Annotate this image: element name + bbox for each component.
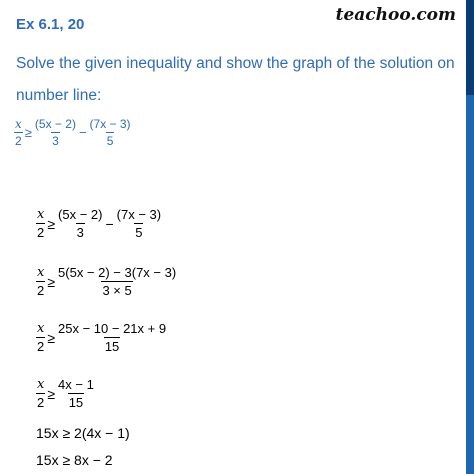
relation-symbol: ≥ xyxy=(47,215,56,232)
numerator: x xyxy=(15,117,22,131)
numerator: (5x − 2) xyxy=(34,117,76,131)
numerator: (5x − 2) xyxy=(58,207,103,222)
denominator: 2 xyxy=(15,134,22,148)
fraction-term-1 xyxy=(57,206,103,241)
numerator: x xyxy=(37,265,45,280)
numerator: x xyxy=(37,377,45,392)
vertical-scrollbar[interactable] xyxy=(466,0,474,474)
numerator: (7x − 3) xyxy=(116,207,162,222)
fraction-x-over-2 xyxy=(14,116,23,149)
scrollbar-thumb[interactable] xyxy=(466,0,474,95)
relation-symbol: ≥ xyxy=(47,385,56,402)
fraction-x-over-2 xyxy=(36,264,45,299)
simplified-fraction xyxy=(57,376,95,411)
fraction-term-2 xyxy=(116,206,162,241)
brand-logo: teachoo.com xyxy=(335,5,456,25)
denominator: 2 xyxy=(37,395,45,410)
header xyxy=(0,0,474,36)
denominator: 5 xyxy=(135,225,143,240)
relation-symbol: ≥ xyxy=(24,125,32,140)
question-text: Solve the given inequality and show the graph of the solution on number line: xyxy=(16,55,455,104)
denominator: 3 xyxy=(76,225,84,240)
denominator: 15 xyxy=(68,395,84,410)
denominator: 15 xyxy=(104,339,120,354)
combined-fraction xyxy=(57,264,177,299)
denominator: 5 xyxy=(106,134,114,148)
solution-step-6: 15x ≥ 8x − 2 xyxy=(36,452,113,468)
fraction-x-over-2 xyxy=(36,376,45,411)
solution-step-1 xyxy=(36,206,162,241)
solution-step-3 xyxy=(36,320,167,355)
minus-symbol: − xyxy=(105,215,114,232)
fraction-x-over-2 xyxy=(36,206,45,241)
numerator: x xyxy=(37,321,45,336)
relation-symbol: ≥ xyxy=(47,329,56,346)
expanded-fraction xyxy=(57,320,167,355)
numerator: (7x − 3) xyxy=(89,117,131,131)
numerator: 25x − 10 − 21x + 9 xyxy=(58,321,167,336)
question-inequality xyxy=(14,116,132,149)
denominator: 2 xyxy=(37,283,45,298)
numerator: x xyxy=(37,207,45,222)
fraction-x-over-2 xyxy=(36,320,45,355)
denominator: 3 xyxy=(52,134,59,148)
denominator: 2 xyxy=(37,339,45,354)
fraction-term-2 xyxy=(89,116,132,149)
relation-symbol: ≥ xyxy=(47,273,56,290)
solution-step-4 xyxy=(36,376,95,411)
numerator: 4x − 1 xyxy=(58,377,94,392)
denominator: 2 xyxy=(37,225,45,240)
exercise-title: Ex 6.1, 20 xyxy=(16,16,85,33)
minus-symbol: − xyxy=(78,125,87,140)
solution-step-2 xyxy=(36,264,177,299)
numerator: 5(5x − 2) − 3(7x − 3) xyxy=(58,265,177,280)
solution-step-5: 15x ≥ 2(4x − 1) xyxy=(36,425,130,441)
fraction-term-1 xyxy=(34,116,77,149)
denominator: 3 × 5 xyxy=(102,283,132,298)
